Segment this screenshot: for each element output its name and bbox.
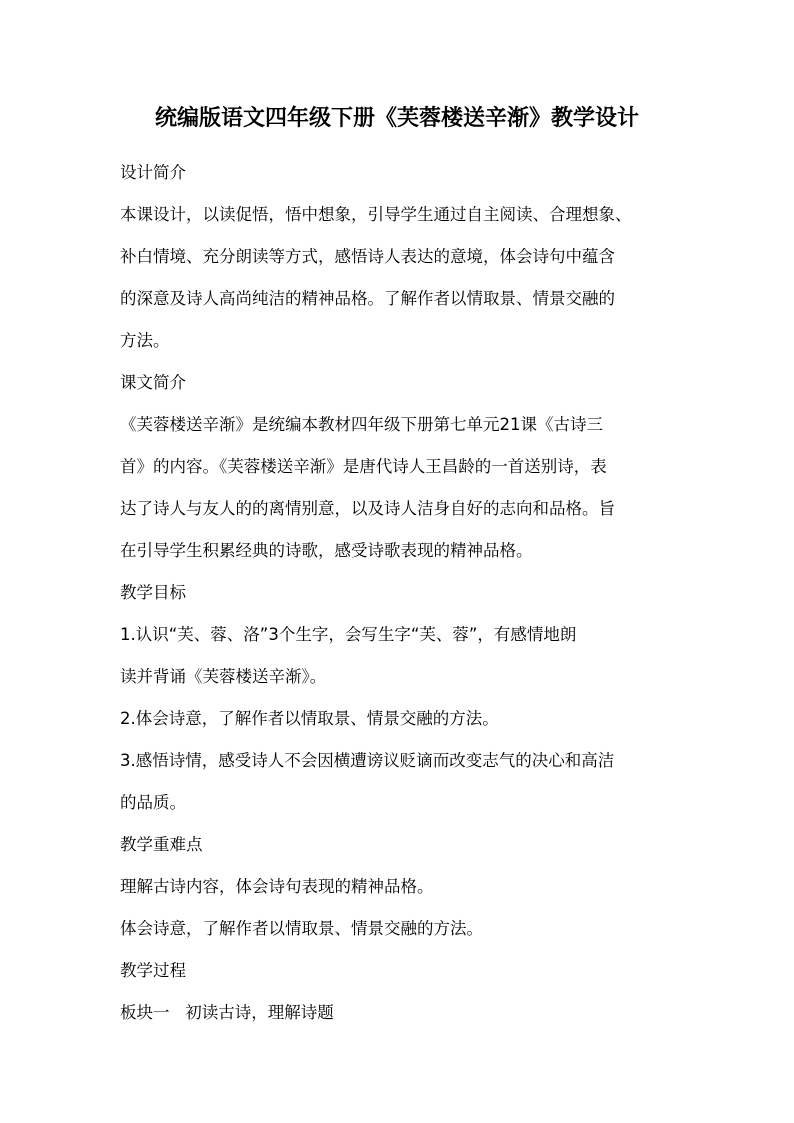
section-heading-objectives: 教学目标 (120, 583, 186, 602)
paragraph-line: 《芙蓉楼送辛渐》是统编本教材四年级下册第七单元21课《古诗三 (120, 415, 603, 434)
paragraph-line: 达了诗人与友人的的离情别意，以及诗人洁身自好的志向和品格。旨 (120, 499, 615, 518)
key-point-item: 体会诗意，了解作者以情取景、情景交融的方法。 (120, 919, 483, 938)
objective-item: 1.认识“芙、蓉、洛”3个生字，会写生字“芙、蓉”，有感情地朗 (120, 625, 577, 644)
section-heading-process: 教学过程 (120, 961, 186, 980)
process-block-heading: 板块一 初读古诗，理解诗题 (120, 1003, 334, 1022)
paragraph-line: 首》的内容。《芙蓉楼送辛渐》是唐代诗人王昌龄的一首送别诗，表 (120, 457, 607, 476)
document-title: 统编版语文四年级下册《芙蓉楼送辛渐》教学设计 (154, 106, 639, 131)
paragraph-line: 本课设计，以读促悟，悟中想象，引导学生通过自主阅读、合理想象、 (120, 205, 632, 224)
paragraph-line: 的深意及诗人高尚纯洁的精神品格。了解作者以情取景、情景交融的 (120, 289, 615, 308)
objective-item: 2.体会诗意，了解作者以情取景、情景交融的方法。 (120, 709, 499, 728)
section-heading-key-points: 教学重难点 (120, 835, 203, 854)
section-heading-lesson-intro: 课文简介 (120, 373, 186, 392)
objective-item: 3.感悟诗情，感受诗人不会因横遭谤议贬谪而改变志气的决心和高洁 (120, 751, 615, 770)
objective-item: 读并背诵《芙蓉楼送辛渐》。 (120, 667, 327, 686)
section-heading-design-intro: 设计简介 (120, 163, 186, 182)
paragraph-line: 在引导学生积累经典的诗歌，感受诗歌表现的精神品格。 (120, 541, 533, 560)
objective-item: 的品质。 (120, 793, 186, 812)
key-point-item: 理解古诗内容，体会诗句表现的精神品格。 (120, 877, 434, 896)
paragraph-line: 补白情境、充分朗读等方式，感悟诗人表达的意境，体会诗句中蕴含 (120, 247, 615, 266)
paragraph-line: 方法。 (120, 331, 170, 350)
